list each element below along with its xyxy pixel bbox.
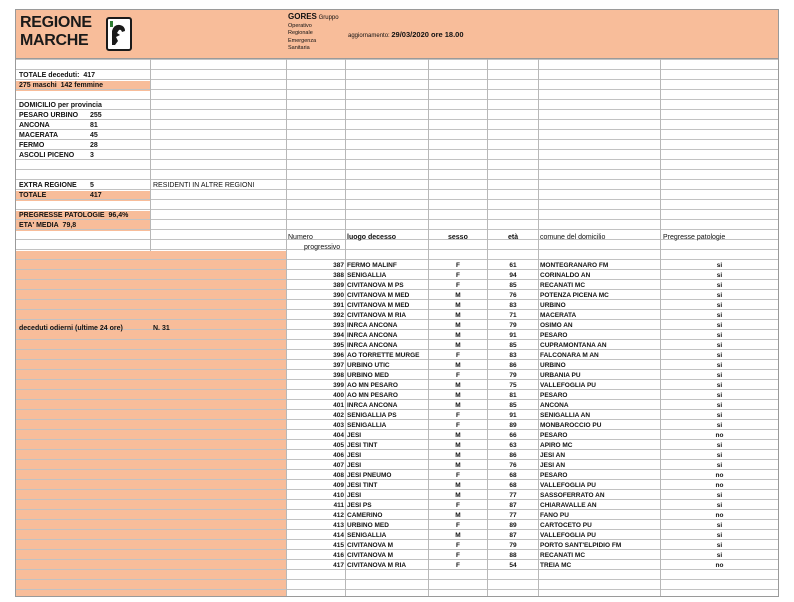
cell-sesso: M bbox=[455, 532, 461, 539]
data-grid bbox=[16, 59, 778, 596]
grid-row-line bbox=[16, 189, 778, 190]
cell-luogo: SENIGALLIA bbox=[347, 532, 387, 539]
cell-luogo: CIVITANOVA M MED bbox=[347, 292, 410, 299]
cell-patologie: si bbox=[716, 452, 723, 459]
cell-eta: 85 bbox=[509, 282, 517, 289]
table-row bbox=[16, 511, 778, 521]
cell-comune: CHIARAVALLE AN bbox=[540, 502, 597, 509]
cell-numero: 398 bbox=[333, 372, 344, 379]
cell-patologie: si bbox=[716, 322, 723, 329]
cell-sesso: F bbox=[456, 412, 460, 419]
cell-patologie: si bbox=[716, 292, 723, 299]
cell-patologie: si bbox=[716, 422, 723, 429]
cell-comune: JESI AN bbox=[540, 452, 566, 459]
gores-block bbox=[288, 13, 339, 53]
totale-deceduti-label: TOTALE deceduti: bbox=[19, 72, 80, 79]
cell-comune: ANCONA bbox=[540, 402, 569, 409]
grid-row-line bbox=[16, 99, 778, 100]
cell-numero: 410 bbox=[333, 492, 344, 499]
cell-eta: 94 bbox=[509, 272, 517, 279]
cell-eta: 79 bbox=[509, 372, 517, 379]
cell-comune: MONBAROCCIO PU bbox=[540, 422, 602, 429]
cell-comune: VALLEFOGLIA PU bbox=[540, 482, 596, 489]
patologie-label: PREGRESSE PATOLOGIE bbox=[19, 212, 105, 219]
province-value: 3 bbox=[90, 152, 94, 159]
grid-row-line bbox=[16, 79, 778, 80]
cell-sesso: M bbox=[455, 462, 461, 469]
gores-line: Regionale bbox=[288, 30, 313, 36]
cell-sesso: M bbox=[455, 432, 461, 439]
cell-numero: 406 bbox=[333, 452, 344, 459]
cell-eta: 75 bbox=[509, 382, 517, 389]
cell-comune: VALLEFOGLIA PU bbox=[540, 382, 596, 389]
cell-sesso: F bbox=[456, 272, 460, 279]
cell-numero: 393 bbox=[333, 322, 344, 329]
header-banner bbox=[16, 10, 778, 59]
cell-comune: CORINALDO AN bbox=[540, 272, 591, 279]
cell-comune: CARTOCETO PU bbox=[540, 522, 592, 529]
grid-row-line bbox=[16, 259, 778, 260]
cell-sesso: F bbox=[456, 262, 460, 269]
table-row bbox=[16, 541, 778, 551]
cell-patologie: si bbox=[716, 392, 723, 399]
cell-eta: 89 bbox=[509, 522, 517, 529]
cell-sesso: M bbox=[455, 382, 461, 389]
cell-numero: 408 bbox=[333, 472, 344, 479]
table-row bbox=[16, 481, 778, 491]
table-row bbox=[16, 471, 778, 481]
cell-eta: 54 bbox=[509, 562, 517, 569]
cell-eta: 87 bbox=[509, 502, 517, 509]
province-value: 81 bbox=[90, 122, 98, 129]
grid-row-line bbox=[16, 589, 778, 590]
cell-numero: 405 bbox=[333, 442, 344, 449]
cell-eta: 83 bbox=[509, 352, 517, 359]
cell-numero: 387 bbox=[333, 262, 344, 269]
cell-numero: 412 bbox=[333, 512, 344, 519]
cell-comune: CUPRAMONTANA AN bbox=[540, 342, 607, 349]
cell-eta: 71 bbox=[509, 312, 517, 319]
cell-sesso: M bbox=[455, 292, 461, 299]
cell-numero: 414 bbox=[333, 532, 344, 539]
cell-numero: 409 bbox=[333, 482, 344, 489]
cell-comune: RECANATI MC bbox=[540, 552, 586, 559]
table-row bbox=[16, 501, 778, 511]
cell-eta: 68 bbox=[509, 482, 517, 489]
totale-deceduti bbox=[19, 71, 95, 81]
cell-numero: 404 bbox=[333, 432, 344, 439]
table-row bbox=[16, 551, 778, 561]
col-header-patologie: Pregresse patologie bbox=[663, 234, 726, 241]
cell-numero: 396 bbox=[333, 352, 344, 359]
col-header-numero: Numero bbox=[288, 234, 313, 241]
grid-row-line bbox=[16, 139, 778, 140]
extra-regione-label: EXTRA REGIONE bbox=[19, 182, 77, 189]
cell-numero: 399 bbox=[333, 382, 344, 389]
cell-numero: 403 bbox=[333, 422, 344, 429]
cell-eta: 81 bbox=[509, 392, 517, 399]
table-row bbox=[16, 341, 778, 351]
cell-patologie: si bbox=[716, 332, 723, 339]
update-label: aggiornamento: bbox=[348, 33, 390, 39]
cell-luogo: AO MN PESARO bbox=[347, 392, 398, 399]
cell-sesso: M bbox=[455, 452, 461, 459]
province-name: MACERATA bbox=[19, 132, 59, 139]
patologie-value: 96,4% bbox=[108, 212, 129, 219]
cell-sesso: F bbox=[456, 552, 460, 559]
totale-label: TOTALE bbox=[19, 192, 47, 199]
cell-sesso: F bbox=[456, 472, 460, 479]
update-info bbox=[348, 30, 464, 39]
cell-numero: 417 bbox=[333, 562, 344, 569]
cell-numero: 401 bbox=[333, 402, 344, 409]
cell-eta: 86 bbox=[509, 362, 517, 369]
table-row bbox=[16, 331, 778, 341]
cell-luogo: URBINO MED bbox=[347, 522, 389, 529]
cell-patologie: si bbox=[716, 352, 723, 359]
cell-sesso: F bbox=[456, 372, 460, 379]
table-row bbox=[16, 291, 778, 301]
cell-sesso: M bbox=[455, 492, 461, 499]
grid-row-line bbox=[16, 219, 778, 220]
table-row bbox=[16, 461, 778, 471]
cell-patologie: si bbox=[716, 272, 723, 279]
patologie-summary bbox=[19, 211, 128, 221]
cell-numero: 402 bbox=[333, 412, 344, 419]
cell-numero: 391 bbox=[333, 302, 344, 309]
cell-patologie: si bbox=[716, 402, 723, 409]
cell-luogo: INRCA ANCONA bbox=[347, 402, 398, 409]
cell-luogo: CIVITANOVA M bbox=[347, 552, 394, 559]
cell-sesso: M bbox=[455, 312, 461, 319]
cell-sesso: M bbox=[455, 322, 461, 329]
cell-comune: TREIA MC bbox=[540, 562, 572, 569]
grid-row-line bbox=[16, 109, 778, 110]
cell-sesso: F bbox=[456, 562, 460, 569]
cell-luogo: JESI TINT bbox=[347, 442, 378, 449]
cell-sesso: M bbox=[455, 512, 461, 519]
cell-eta: 77 bbox=[509, 492, 517, 499]
table-row bbox=[16, 491, 778, 501]
cell-patologie: si bbox=[716, 382, 723, 389]
cell-eta: 66 bbox=[509, 432, 517, 439]
cell-luogo: INRCA ANCONA bbox=[347, 322, 398, 329]
cell-patologie: no bbox=[715, 432, 724, 439]
province-value: 45 bbox=[90, 132, 98, 139]
cell-sesso: F bbox=[456, 502, 460, 509]
gender-split bbox=[19, 81, 103, 91]
cell-numero: 390 bbox=[333, 292, 344, 299]
gores-line: Sanitaria bbox=[288, 45, 310, 51]
cell-numero: 400 bbox=[333, 392, 344, 399]
table-row bbox=[16, 301, 778, 311]
cell-numero: 394 bbox=[333, 332, 344, 339]
cell-patologie: si bbox=[716, 262, 723, 269]
province-value: 28 bbox=[90, 142, 98, 149]
cell-comune: MONTEGRANARO FM bbox=[540, 262, 609, 269]
table-row bbox=[16, 431, 778, 441]
cell-comune: APIRO MC bbox=[540, 442, 573, 449]
grid-row-line bbox=[16, 119, 778, 120]
table-row bbox=[16, 521, 778, 531]
cell-comune: PESARO bbox=[540, 472, 568, 479]
cell-eta: 68 bbox=[509, 472, 517, 479]
deceduti-odierni-value: N. 31 bbox=[153, 325, 170, 332]
cell-luogo: JESI bbox=[347, 432, 362, 439]
gores-suffix: Gruppo bbox=[318, 15, 339, 21]
grid-row-line bbox=[16, 69, 778, 70]
cell-luogo: AO MN PESARO bbox=[347, 382, 398, 389]
cell-patologie: no bbox=[715, 482, 724, 489]
cell-numero: 389 bbox=[333, 282, 344, 289]
cell-comune: FALCONARA M AN bbox=[540, 352, 599, 359]
grid-row-line bbox=[16, 59, 778, 60]
cell-luogo: CIVITANOVA M MED bbox=[347, 302, 410, 309]
cell-comune: SENIGALLIA AN bbox=[540, 412, 591, 419]
cell-luogo: SENIGALLIA PS bbox=[347, 412, 397, 419]
cell-luogo: CAMERINO bbox=[347, 512, 383, 519]
cell-eta: 91 bbox=[509, 332, 517, 339]
cell-luogo: AO TORRETTE MURGE bbox=[347, 352, 420, 359]
cell-luogo: JESI bbox=[347, 492, 362, 499]
cell-patologie: si bbox=[716, 542, 723, 549]
col-header-eta: età bbox=[508, 234, 519, 241]
cell-comune: JESI AN bbox=[540, 462, 566, 469]
grid-row-line bbox=[16, 209, 778, 210]
cell-sesso: M bbox=[455, 442, 461, 449]
gores-title: GORES bbox=[288, 12, 317, 21]
cell-numero: 407 bbox=[333, 462, 344, 469]
cell-luogo: CIVITANOVA M PS bbox=[347, 282, 404, 289]
cell-sesso: F bbox=[456, 422, 460, 429]
cell-luogo: FERMO MALINF bbox=[347, 262, 397, 269]
extra-regione-value: 5 bbox=[90, 182, 94, 189]
cell-eta: 85 bbox=[509, 342, 517, 349]
cell-sesso: F bbox=[456, 282, 460, 289]
cell-comune: VALLEFOGLIA PU bbox=[540, 532, 596, 539]
cell-patologie: si bbox=[716, 412, 723, 419]
cell-patologie: si bbox=[716, 372, 723, 379]
cell-comune: PESARO bbox=[540, 432, 568, 439]
cell-patologie: si bbox=[716, 342, 723, 349]
totale-deceduti-value: 417 bbox=[83, 72, 95, 79]
cell-numero: 397 bbox=[333, 362, 344, 369]
cell-eta: 91 bbox=[509, 412, 517, 419]
table-row bbox=[16, 361, 778, 371]
cell-patologie: si bbox=[716, 522, 723, 529]
cell-patologie: si bbox=[716, 502, 723, 509]
cell-patologie: si bbox=[716, 532, 723, 539]
cell-patologie: si bbox=[716, 282, 723, 289]
table-row bbox=[16, 381, 778, 391]
cell-patologie: si bbox=[716, 362, 723, 369]
cell-patologie: si bbox=[716, 492, 723, 499]
domicilio-label: DOMICILIO per provincia bbox=[19, 102, 102, 109]
cell-eta: 79 bbox=[509, 542, 517, 549]
province-value: 255 bbox=[90, 112, 102, 119]
grid-row-line bbox=[16, 169, 778, 170]
cell-sesso: M bbox=[455, 332, 461, 339]
grid-row-line bbox=[16, 159, 778, 160]
cell-luogo: JESI PS bbox=[347, 502, 372, 509]
cell-sesso: M bbox=[455, 302, 461, 309]
femmine-label: 142 femmine bbox=[60, 82, 104, 89]
update-value: 29/03/2020 ore 18.00 bbox=[391, 30, 464, 39]
table-row bbox=[16, 391, 778, 401]
cell-comune: URBINO bbox=[540, 362, 566, 369]
grid-row-line bbox=[16, 149, 778, 150]
cell-luogo: JESI bbox=[347, 462, 362, 469]
cell-comune: RECANATI MC bbox=[540, 282, 586, 289]
grid-row-line bbox=[16, 579, 778, 580]
cell-luogo: URBINO UTIC bbox=[347, 362, 390, 369]
cell-numero: 388 bbox=[333, 272, 344, 279]
cell-patologie: no bbox=[715, 562, 724, 569]
province-name: ASCOLI PICENO bbox=[19, 152, 75, 159]
cell-sesso: F bbox=[456, 352, 460, 359]
eta-media-label: ETA' MEDIA bbox=[19, 222, 59, 229]
col-header-sesso: sesso bbox=[448, 234, 468, 241]
cell-luogo: SENIGALLIA bbox=[347, 272, 387, 279]
cell-patologie: si bbox=[716, 302, 723, 309]
grid-row-line bbox=[16, 179, 778, 180]
cell-luogo: CIVITANOVA M bbox=[347, 542, 394, 549]
table-row bbox=[16, 421, 778, 431]
grid-row-line bbox=[16, 89, 778, 90]
deceduti-odierni-label: deceduti odierni (ultime 24 ore) bbox=[19, 325, 123, 332]
marche-emblem-icon bbox=[106, 17, 132, 51]
cell-eta: 88 bbox=[509, 552, 517, 559]
table-row bbox=[16, 441, 778, 451]
totale-value: 417 bbox=[90, 192, 102, 199]
province-name: ANCONA bbox=[19, 122, 50, 129]
col-header-progressivo: progressivo bbox=[304, 244, 341, 251]
province-name: PESARO URBINO bbox=[19, 112, 79, 119]
cell-eta: 76 bbox=[509, 462, 517, 469]
cell-eta: 77 bbox=[509, 512, 517, 519]
cell-comune: URBINO bbox=[540, 302, 566, 309]
table-row bbox=[16, 321, 778, 331]
cell-eta: 79 bbox=[509, 322, 517, 329]
cell-luogo: CIVITANOVA M RIA bbox=[347, 562, 407, 569]
gores-line: Emergenza bbox=[288, 37, 317, 44]
grid-row-line bbox=[16, 129, 778, 130]
cell-eta: 87 bbox=[509, 532, 517, 539]
table-row bbox=[16, 371, 778, 381]
cell-sesso: M bbox=[455, 402, 461, 409]
cell-luogo: JESI bbox=[347, 452, 362, 459]
cell-eta: 61 bbox=[509, 262, 517, 269]
cell-sesso: M bbox=[455, 362, 461, 369]
table-row bbox=[16, 281, 778, 291]
cell-comune: PESARO bbox=[540, 392, 568, 399]
col-header-comune: comune del domicilio bbox=[540, 234, 606, 241]
table-row bbox=[16, 351, 778, 361]
cell-comune: OSIMO AN bbox=[540, 322, 573, 329]
table-row bbox=[16, 311, 778, 321]
cell-sesso: M bbox=[455, 392, 461, 399]
cell-patologie: si bbox=[716, 462, 723, 469]
cell-comune: URBANIA PU bbox=[540, 372, 581, 379]
maschi-label: 275 maschi bbox=[19, 82, 57, 89]
cell-numero: 392 bbox=[333, 312, 344, 319]
cell-eta: 83 bbox=[509, 302, 517, 309]
cell-luogo: URBINO MED bbox=[347, 372, 389, 379]
cell-luogo: CIVITANOVA M RIA bbox=[347, 312, 407, 319]
table-row bbox=[16, 401, 778, 411]
cell-comune: POTENZA PICENA MC bbox=[540, 292, 609, 299]
cell-comune: MACERATA bbox=[540, 312, 577, 319]
cell-comune: PESARO bbox=[540, 332, 568, 339]
cell-eta: 85 bbox=[509, 402, 517, 409]
cell-patologie: no bbox=[715, 472, 724, 479]
cell-numero: 413 bbox=[333, 522, 344, 529]
cell-luogo: JESI PNEUMO bbox=[347, 472, 392, 479]
eta-media-value: 79,8 bbox=[62, 222, 77, 229]
cell-numero: 416 bbox=[333, 552, 344, 559]
grid-row-line bbox=[16, 199, 778, 200]
grid-row-line bbox=[16, 249, 778, 250]
cell-numero: 395 bbox=[333, 342, 344, 349]
cell-eta: 63 bbox=[509, 442, 517, 449]
cell-comune: SASSOFERRATO AN bbox=[540, 492, 605, 499]
cell-patologie: si bbox=[716, 552, 723, 559]
cell-luogo: INRCA ANCONA bbox=[347, 332, 398, 339]
cell-luogo: INRCA ANCONA bbox=[347, 342, 398, 349]
cell-sesso: M bbox=[455, 342, 461, 349]
gores-line: Operativo bbox=[288, 22, 312, 29]
grid-col-line bbox=[150, 59, 151, 251]
residenti-label: RESIDENTI IN ALTRE REGIONI bbox=[153, 182, 255, 189]
logo-line-regione: REGIONE bbox=[20, 14, 92, 31]
cell-luogo: SENIGALLIA bbox=[347, 422, 387, 429]
eta-media-summary bbox=[19, 221, 76, 231]
cell-sesso: F bbox=[456, 542, 460, 549]
col-header-luogo: luogo decesso bbox=[347, 234, 397, 241]
table-row bbox=[16, 561, 778, 571]
cell-comune: PORTO SANT'ELPIDIO FM bbox=[540, 542, 622, 549]
cell-luogo: JESI TINT bbox=[347, 482, 378, 489]
regione-marche-logo bbox=[20, 14, 140, 54]
grid-row-line bbox=[16, 229, 778, 230]
cell-patologie: si bbox=[716, 442, 723, 449]
cell-numero: 411 bbox=[333, 502, 344, 509]
cell-comune: FANO PU bbox=[540, 512, 569, 519]
cell-patologie: no bbox=[715, 512, 724, 519]
cell-eta: 76 bbox=[509, 292, 517, 299]
cell-patologie: si bbox=[716, 312, 723, 319]
table-row bbox=[16, 261, 778, 271]
cell-eta: 86 bbox=[509, 452, 517, 459]
cell-sesso: F bbox=[456, 522, 460, 529]
table-row bbox=[16, 271, 778, 281]
province-name: FERMO bbox=[19, 142, 45, 149]
cell-sesso: M bbox=[455, 482, 461, 489]
cell-numero: 415 bbox=[333, 542, 344, 549]
logo-line-marche: MARCHE bbox=[20, 32, 89, 49]
table-row bbox=[16, 451, 778, 461]
spreadsheet bbox=[15, 9, 779, 597]
table-row bbox=[16, 411, 778, 421]
table-row bbox=[16, 531, 778, 541]
cell-eta: 89 bbox=[509, 422, 517, 429]
